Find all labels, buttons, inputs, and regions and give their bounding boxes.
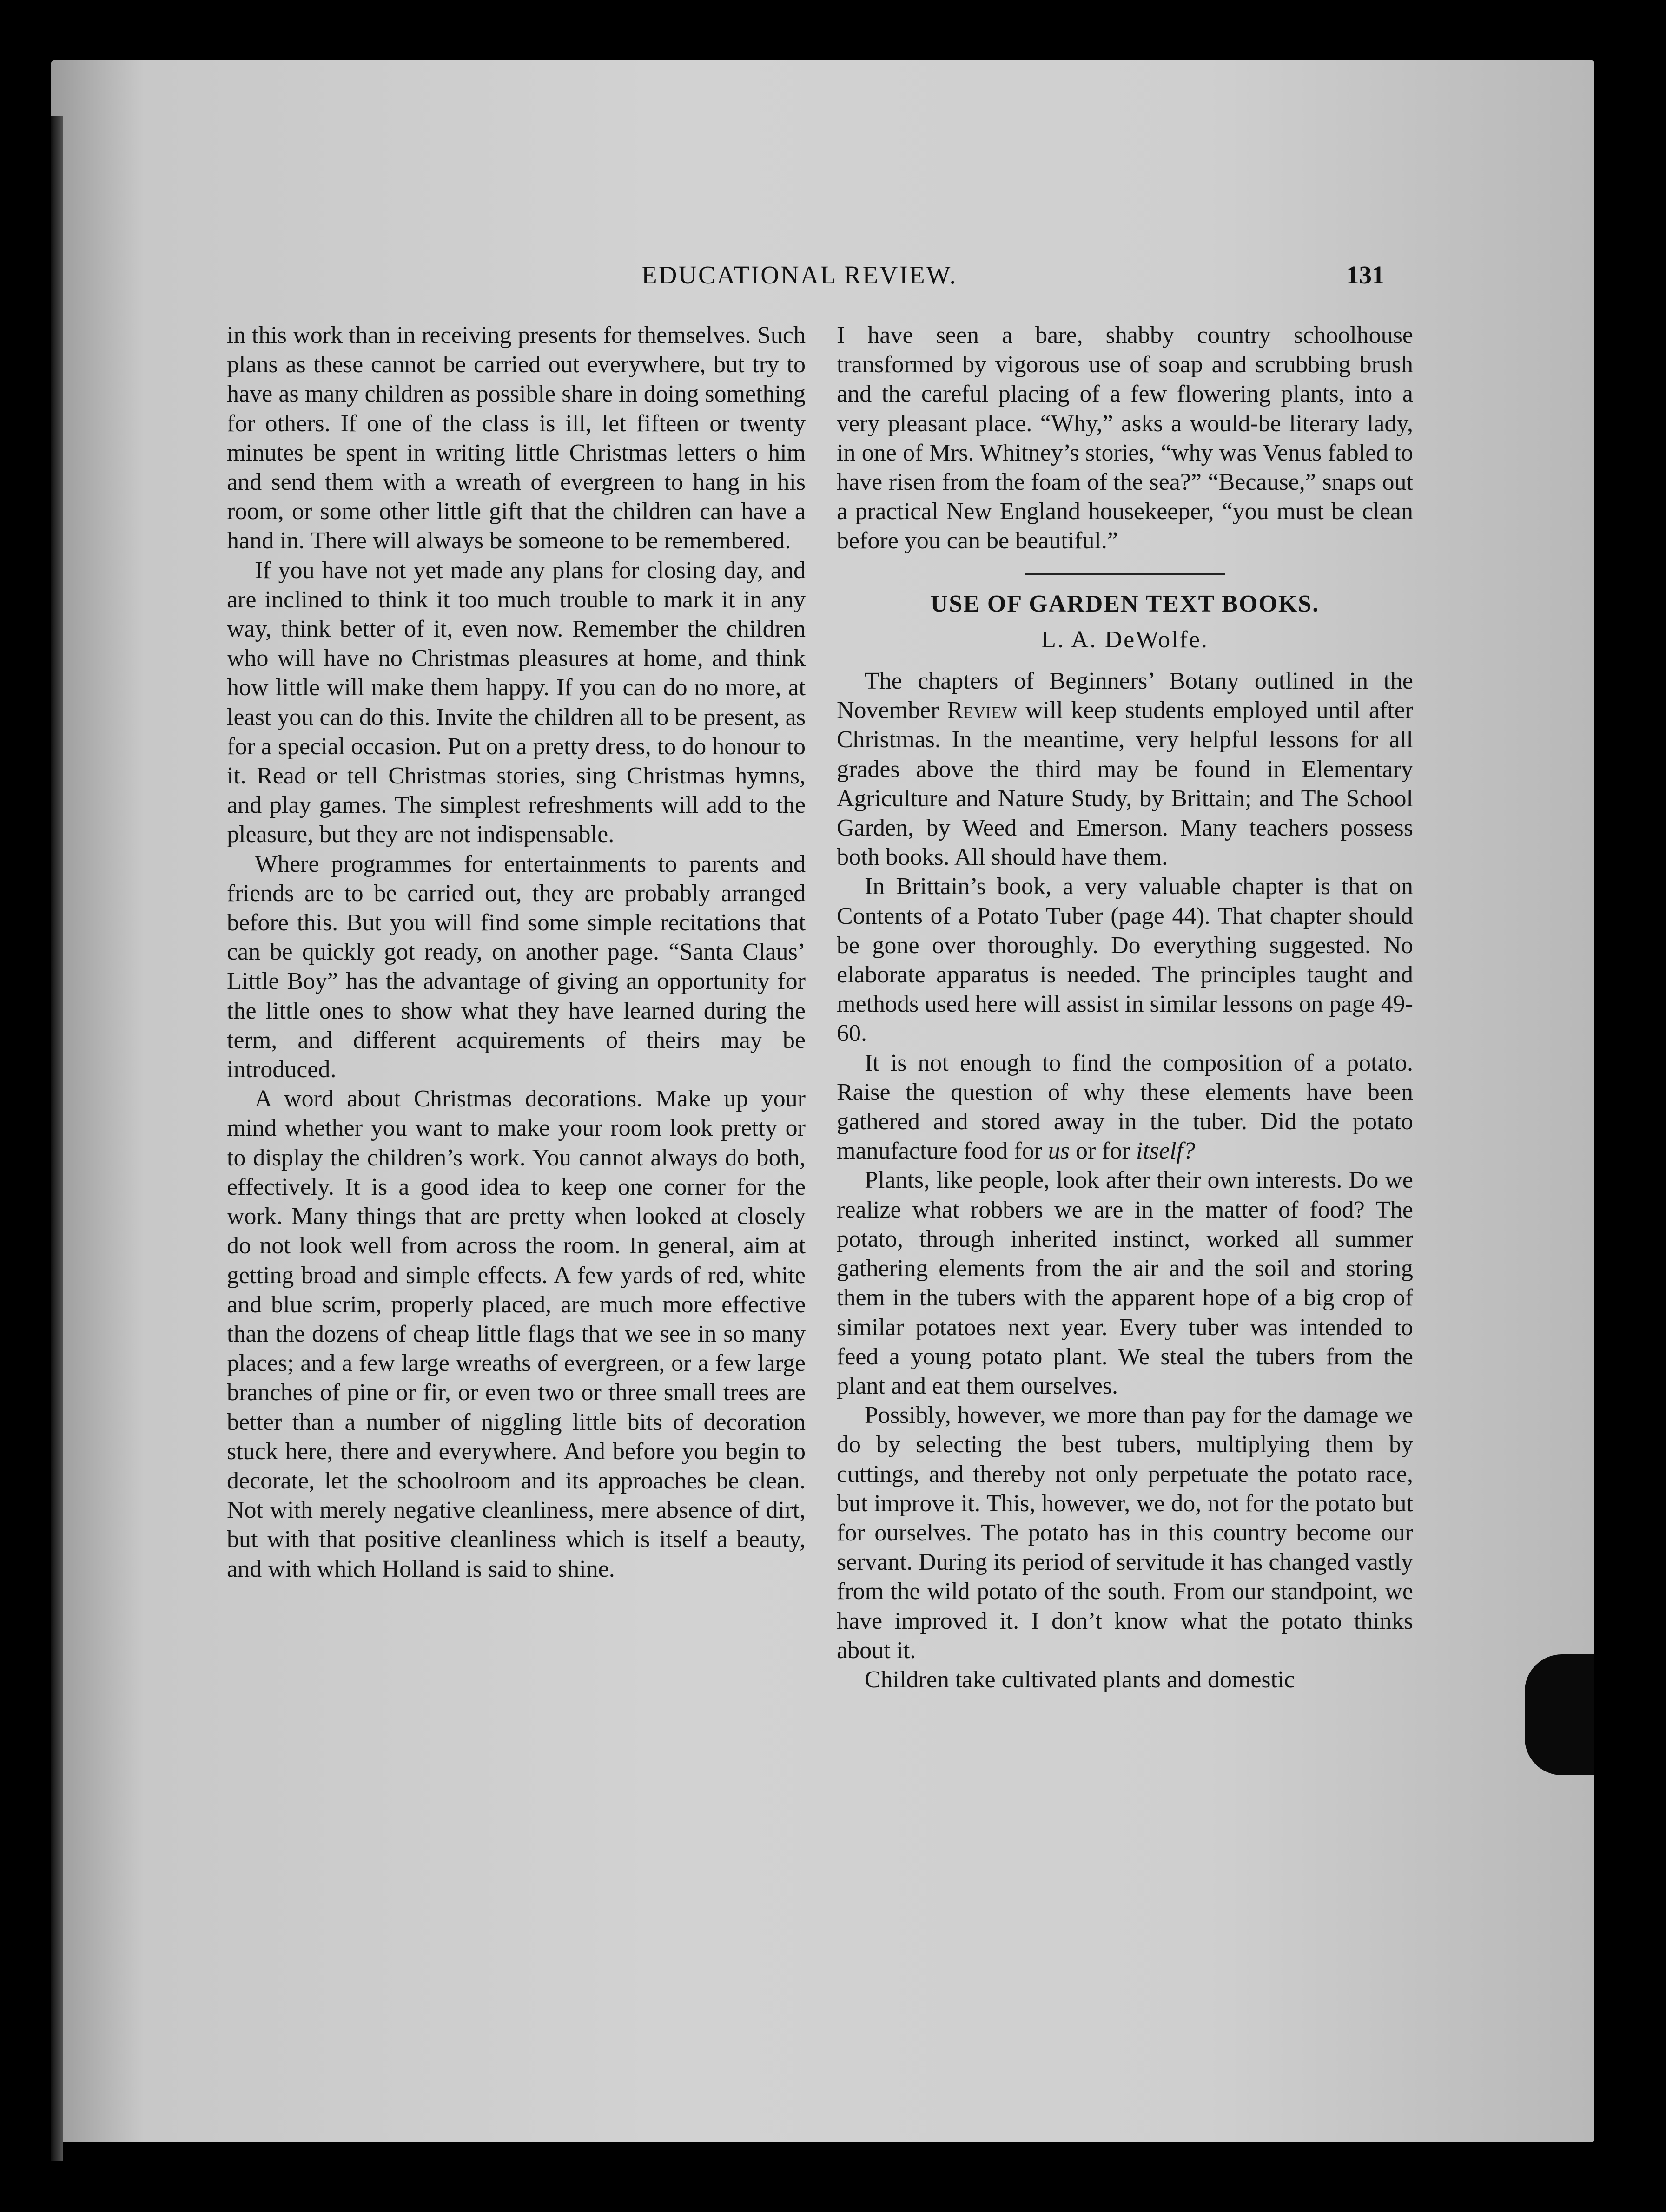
paragraph: In Brittain’s book, a very valuable chapter is that on Contents of a Potato Tuber (page 44). That chapter should be gone over thoroughly. Do everything suggested. No elaborate apparatus is needed. The principles taught and methods used here will assist in similar lessons on page 49-60. — [837, 873, 1413, 1047]
running-head: EDUCATIONAL REVIEW. — [641, 261, 958, 289]
emphasis: itself? — [1136, 1138, 1196, 1165]
paragraph: If you have not yet made any plans for closing day, and are inclined to think it too much trouble to mark it in any way, think better of it, even now. Remember the children who will have no Christmas pleasures at home, and think how little will make them happy. If you can do no more, at least you can do this. Invite the children all to be present, as for a special occasion. Put on a pretty dress, to do honour to it. Read or tell Christmas stories, sing Christmas hymns, and play games. The simplest refreshments will add to the pleasure, but they are not indispensable. — [227, 557, 806, 848]
journal-name: Review — [947, 697, 1017, 724]
right-column — [837, 321, 1413, 1694]
paragraph-text: or for — [1070, 1138, 1136, 1165]
paragraph-text: It is not enough to find the composition of a potato. Raise the question of why these elements have been gathered and stored away in the tuber. Did the potato manufacture food for — [837, 1049, 1413, 1165]
paragraph: Children take cultivated plants and domestic — [865, 1666, 1295, 1693]
paragraph: Possibly, however, we more than pay for the damage we do by selecting the best tubers, multiplying them by cuttings, and thereby not only perpetuate the potato race, but improve it. This, however, we do, not for the potato but for ourselves. The potato has in this country become our servant. During its period of servitude it has changed vastly from the wild potato of the south. From our standpoint, we have improved it. I don’t know what the potato thinks about it. — [837, 1402, 1413, 1664]
paragraph: in this work than in receiving presents for themselves. Such plans as these cannot be carried out everywhere, but try to have as many children as possible share in doing something for others. If one of the class is ill, let fifteen or twenty minutes be spent in writing little Christmas letters o him and send them with a wreath of evergreen to hang in his room, or some other little gift that the children can have a hand in. There will always be someone to be remembered. — [227, 322, 806, 554]
page-tab — [1525, 1654, 1594, 1775]
left-column — [227, 321, 806, 1584]
paragraph: Where programmes for entertainments to parents and friends are to be carried out, they are probably arranged before this. But you will find some simple recitations that can be quickly got ready, on another page. “Santa Claus’ Little Boy” has the advantage of giving an opportunity for the little ones to show what they have learned during the term, and different acquirements of theirs may be introduced. — [227, 850, 806, 1083]
paragraph: A word about Christmas decorations. Make up your mind whether you want to make your room look pretty or to display the children’s work. You cannot always do both, effectively. It is a good idea to keep one corner for the work. Many things that are pretty when looked at closely do not look well from across the room. In general, aim at getting broad and simple effects. A few yards of red, white and blue scrim, properly placed, are much more effective than the dozens of cheap little flags that we see in so many places; and a few large wreaths of evergreen, or a few large branches of pine or fir, or even two or three small trees are better than a number of niggling little bits of decoration stuck here, there and everywhere. And before you begin to decorate, let the schoolroom and its approaches be clean. Not with merely negative cleanliness, mere absence of dirt, but with that positive cleanliness which is itself a beauty, and with which Holland is said to shine. — [227, 1086, 806, 1582]
paragraph-text: will keep students employed until after Christmas. In the meantime, very helpful lessons for all grades above the third may be found in Elementary Agriculture and Nature Study, by Brittain; and The School Garden, by Weed and Emerson. Many teachers possess both books. All should have them. — [837, 697, 1413, 871]
emphasis: us — [1048, 1138, 1070, 1165]
section-divider — [1025, 573, 1225, 575]
paragraph — [837, 666, 1413, 872]
page-number: 131 — [1346, 261, 1385, 289]
paragraph-text: The chapters of Beginners’ Botany outlined in the November — [837, 668, 1413, 724]
paragraph: Plants, like people, look after their own interests. Do we realize what robbers we are in the matter of food? The potato, through inherited instinct, worked all summer gathering elements from the air and the soil and storing them in the tubers with the apparent hope of a big crop of similar potatoes next year. Every tuber was intended to feed a young potato plant. We steal the tubers from the plant and eat them ourselves. — [837, 1167, 1413, 1399]
article-author: L. A. DeWolfe. — [1041, 626, 1209, 653]
paragraph: I have seen a bare, shabby country schoolhouse transformed by vigorous use of soap and scrubbing brush and the careful placing of a few flowering plants, into a very pleasant place. “Why,” asks a would-be literary lady, in one of Mrs. Whitney’s stories, “why was Venus fabled to have risen from the foam of the sea?” “Because,” snaps out a practical New England housekeeper, “you must be clean before you can be beautiful.” — [837, 322, 1413, 554]
paragraph — [837, 1048, 1413, 1166]
article-title: USE OF GARDEN TEXT BOOKS. — [930, 590, 1320, 617]
scan-edge-shadow — [51, 116, 63, 2161]
